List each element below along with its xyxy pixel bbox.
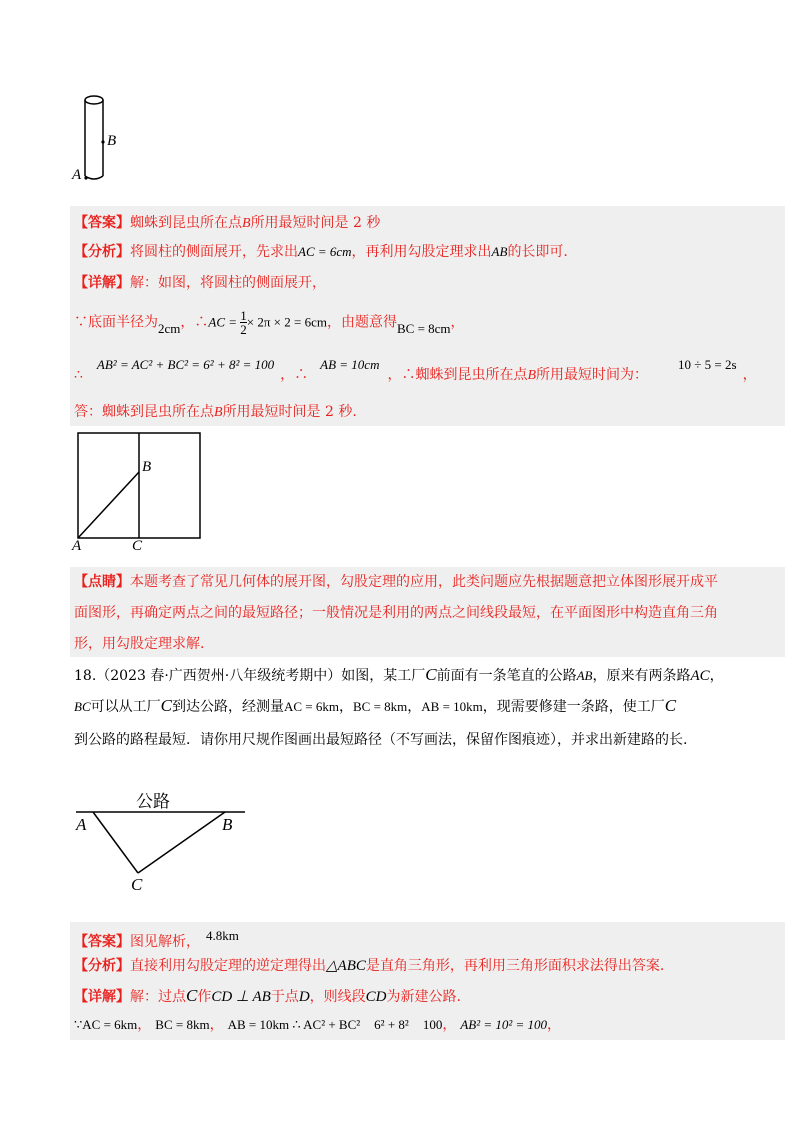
answer-line <box>74 213 380 234</box>
detail2-text-2: 作 <box>197 989 212 1005</box>
analysis2-triangle: △ABC <box>326 958 366 974</box>
pythag-line <box>74 355 757 385</box>
ac-value: × 2π × 2 = 6cm <box>246 314 327 330</box>
detail2-d: D <box>298 989 310 1005</box>
analysis2-text-1: 直接利用勾股定理的逆定理得出 <box>130 958 326 974</box>
therefore-1: ∴ <box>74 367 83 383</box>
final-sum: AB = 10km ∴ AC² + BC² <box>227 1017 361 1032</box>
answer-var: B <box>242 216 251 231</box>
point-a-label-2: A <box>72 538 82 554</box>
q18-sep-1: ， <box>338 699 353 715</box>
q18-line-1 <box>74 665 724 686</box>
q18-text-3: ，原来有两条路 <box>592 668 691 684</box>
q18-bc-value: BC = 8km <box>352 699 408 714</box>
q18-text-4: 可以从工厂 <box>90 699 161 715</box>
ac-label: AC = <box>208 314 241 330</box>
analysis-math-2: AB <box>491 244 508 259</box>
detail2-text-1: 解：过点 <box>130 989 186 1005</box>
final-sep-3: ， <box>442 1017 457 1033</box>
final-squares: 6² + 8² <box>374 1017 409 1032</box>
cylinder-figure <box>70 90 130 190</box>
detail-tag: 【详解】 <box>74 275 130 291</box>
road-point-a: A <box>76 815 87 834</box>
comment-line-3 <box>74 634 204 654</box>
detail-text: 解：如图，将圆柱的侧面展开， <box>130 275 326 291</box>
detail2-tag: 【详解】 <box>74 989 130 1005</box>
answer2-value: 4.8km <box>206 928 239 943</box>
time-eq: 10 ÷ 5 = 2s <box>678 357 737 372</box>
analysis2-text-2: 是直角三角形，再利用三角形面积求法得出答案. <box>365 958 665 974</box>
final-ac: ∵AC = 6km <box>74 1017 138 1032</box>
q18-text-5: 到达公路，经测量 <box>171 699 284 715</box>
answer2-tag: 【答案】 <box>74 934 130 950</box>
analysis2-tag: 【分析】 <box>74 958 130 974</box>
detail2-perp: CD ⊥ AB <box>211 989 271 1005</box>
answer2-text: 图见解析， <box>130 934 200 950</box>
conclusion-line <box>74 402 357 423</box>
analysis2-line <box>74 956 664 976</box>
q18-c-2: C <box>160 696 172 715</box>
q18-c-3: C <box>664 696 677 715</box>
q18-number: 18. <box>74 668 97 684</box>
given-text: ，由题意得 <box>326 314 397 331</box>
q18-ab-value: AB = 10km <box>421 699 483 714</box>
q18-c: C <box>425 665 437 684</box>
conclusion-tail: 所用最短时间是 2 秒. <box>222 404 357 420</box>
answer2-line <box>74 926 239 956</box>
detail2-text-4: ，则线段 <box>309 989 366 1005</box>
comment-tag: 【点睛】 <box>74 574 130 590</box>
q18-comma: ， <box>709 668 724 684</box>
comment-text-2: 面图形，再确定两点之间的最短路径；一般情况是利用的两点之间线段最短，在平面图形中构造直角三角 <box>74 605 718 621</box>
radius-line <box>74 309 465 349</box>
answer-text: 蜘蛛到昆虫所在点 <box>130 215 242 231</box>
bc-value: BC = 8cm <box>396 320 451 336</box>
final-ab-squared: AB² = 10² = 100 <box>460 1017 548 1032</box>
detail2-line <box>74 986 461 1007</box>
q18-text-6: ，现需要修建一条路，使工厂 <box>482 699 665 715</box>
radius-text: ∵底面半径为 <box>74 314 158 331</box>
q18-bc: BC <box>74 699 91 714</box>
point-b-label-2: B <box>142 459 152 475</box>
therefore-2: ，∴ <box>280 367 309 383</box>
q18-ac-value: AC = 6km <box>283 699 339 714</box>
comma-2: ， <box>742 367 757 383</box>
q18-line-2 <box>74 696 676 717</box>
conclusion-text: 答：蜘蛛到昆虫所在点 <box>74 404 214 420</box>
analysis-text-2: ，再利用勾股定理求出 <box>351 244 492 260</box>
road-point-b: B <box>222 815 233 834</box>
final-sep-2: ， <box>209 1017 224 1033</box>
final-sep-4: ， <box>547 1017 562 1033</box>
time-text: ，∴蜘蛛到昆虫所在点 <box>387 367 528 383</box>
q18-text-7: 到公路的路程最短．请你用尺规作图画出最短路径（不写画法，保留作图痕迹），并求出新建路的长. <box>74 732 688 748</box>
final-bc: BC = 8km <box>155 1017 210 1032</box>
detail-line <box>74 273 326 293</box>
time-text-2: 所用最短时间为： <box>536 367 649 383</box>
q18-sep-2: ， <box>407 699 422 715</box>
radius-value: 2cm <box>158 320 181 336</box>
therefore-text: ，∴ <box>180 314 209 331</box>
final-sep-1: ， <box>137 1017 152 1033</box>
final-100: 100 <box>422 1017 443 1032</box>
comment-text-1: 本题考查了常见几何体的展开图，勾股定理的应用，此类问题应先根据题意把立体图形展开成平 <box>130 574 718 590</box>
answer-tag: 【答案】 <box>74 215 130 231</box>
analysis-tag: 【分析】 <box>74 244 130 260</box>
analysis-text-3: 的长即可. <box>507 244 568 260</box>
fraction-denominator: 2 <box>240 322 247 337</box>
q18-text-1: （2023 春·广西贺州·八年级统考期中）如图，某工厂 <box>96 668 426 684</box>
answer-tail: 所用最短时间是 2 秒 <box>250 215 381 231</box>
point-b-label: B <box>107 133 117 149</box>
detail2-c: C <box>186 986 198 1005</box>
point-a-label: A <box>72 167 82 183</box>
point-c-label: C <box>132 538 143 554</box>
unrolled-figure <box>70 430 210 560</box>
q18-line-3 <box>74 730 687 750</box>
comment-text-3: 形，用勾股定理求解. <box>74 636 205 652</box>
detail2-text-3: 于点 <box>270 989 299 1005</box>
detail2-cd: CD <box>365 989 387 1005</box>
q18-ab: AB <box>576 668 593 683</box>
pythag-eq: AB² = AC² + BC² = 6² + 8² = 100 <box>96 357 275 372</box>
analysis-line <box>74 242 568 262</box>
road-point-c: C <box>131 875 143 894</box>
time-var: B <box>527 368 537 383</box>
comment-line-1 <box>74 572 718 592</box>
comma: ， <box>450 314 465 331</box>
fraction-numerator: 1 <box>240 308 247 323</box>
analysis-text-1: 将圆柱的侧面展开，先求出 <box>130 244 298 260</box>
comment-line-2 <box>74 603 718 623</box>
q18-ac: AC <box>690 668 710 684</box>
ab-value: AB = 10cm <box>320 357 380 372</box>
conclusion-var: B <box>214 405 223 420</box>
q18-text-2: 前面有一条笔直的公路 <box>436 668 577 684</box>
analysis-math: AC = 6cm <box>298 244 352 259</box>
final-line <box>74 1015 561 1035</box>
detail2-text-5: 为新建公路. <box>386 989 461 1005</box>
road-label: 公路 <box>136 792 170 812</box>
road-figure <box>70 785 260 905</box>
